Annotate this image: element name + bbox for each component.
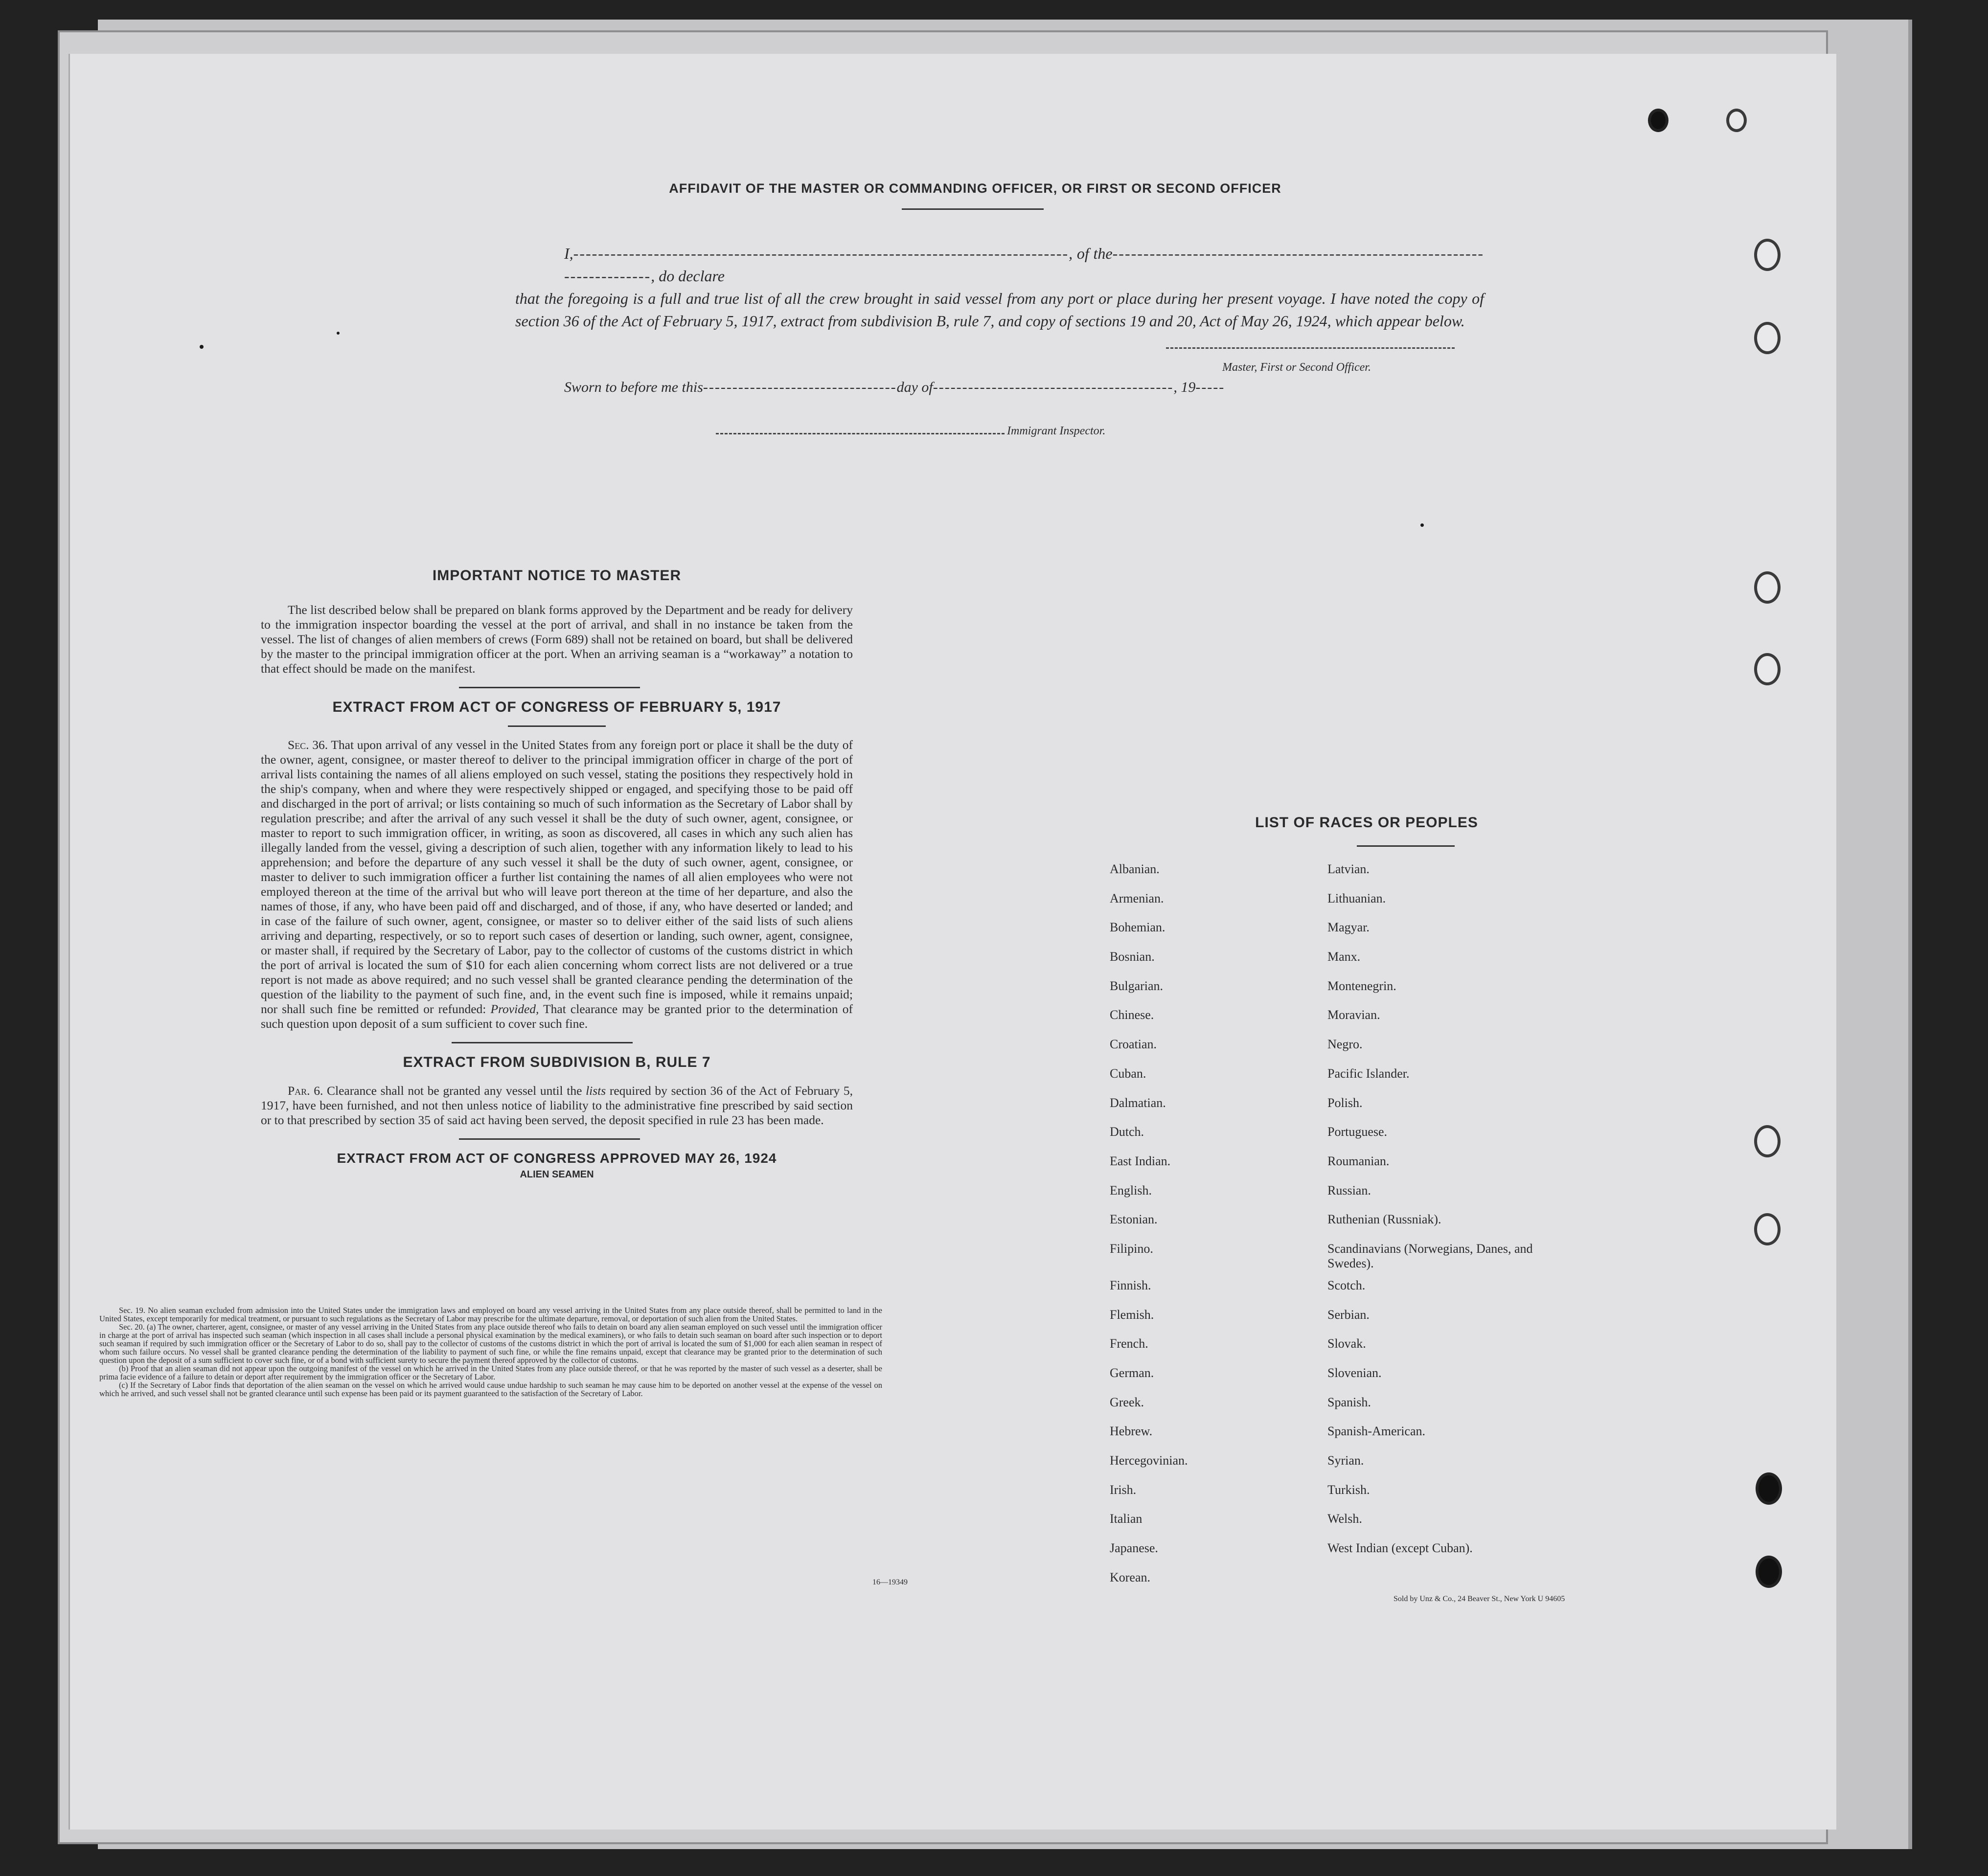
name-blank: -------------------------------------------------------------------------------- (573, 245, 1069, 262)
affidavit-declare: , do declare (651, 267, 725, 285)
binder-hole-icon (1754, 1213, 1781, 1245)
day-blank: --------------------------------- (703, 379, 897, 395)
race-item: English. (1110, 1183, 1152, 1198)
race-item: Moravian. (1327, 1008, 1380, 1022)
race-item: Bosnian. (1110, 949, 1155, 964)
affidavit-of-the: , of the (1069, 245, 1113, 262)
act-1917-title: EXTRACT FROM ACT OF CONGRESS OF FEBRUARY 5, 1917 (332, 699, 781, 715)
regulations-column (261, 567, 853, 1185)
binder-hole-icon (1756, 1556, 1782, 1588)
master-signature-line (1166, 347, 1455, 349)
divider (508, 725, 606, 727)
race-item: Chinese. (1110, 1008, 1154, 1022)
race-item: Lithuanian. (1327, 891, 1386, 905)
sec-19-label: Sec. 19. (119, 1306, 145, 1315)
ink-speck (200, 345, 204, 349)
inspector-signature-label: Immigrant Inspector. (1007, 425, 1106, 437)
race-item: Latvian. (1327, 862, 1370, 876)
race-item: Hebrew. (1110, 1424, 1153, 1439)
race-item: Albanian. (1110, 862, 1160, 876)
race-item: Serbian. (1327, 1307, 1370, 1322)
act-1917-sec-36 (261, 738, 853, 1031)
printer-imprint: Sold by Unz & Co., 24 Beaver St., New York U 94605 (1394, 1595, 1565, 1603)
rule-7-title: EXTRACT FROM SUBDIVISION B, RULE 7 (403, 1054, 711, 1070)
race-item: Slovenian. (1327, 1366, 1382, 1380)
divider (452, 1042, 633, 1043)
race-item: Manx. (1327, 949, 1361, 964)
binder-hole-icon (1726, 109, 1747, 132)
binder-hole-icon (1754, 571, 1781, 604)
race-item: Spanish. (1327, 1395, 1371, 1409)
race-item: Pacific Islander. (1327, 1066, 1410, 1081)
race-item: Magyar. (1327, 920, 1370, 935)
sec-19-text: No alien seaman excluded from admission into the United States under the immigration laws and employed on board any vessel arriving in the United States from any place outside thereof, shall be permitted to land in the United States, except temporarily for medical treatment, or pursuant to such regulations as the Secretary of Labor may prescribe for the ultimate departure, removal, or deportation of such alien from the United States. (99, 1306, 882, 1323)
race-item: East Indian. (1110, 1153, 1171, 1168)
form-number: 16—19349 (872, 1578, 908, 1586)
race-item: French. (1110, 1336, 1148, 1351)
binder-hole-icon (1756, 1472, 1782, 1505)
race-item: Turkish. (1327, 1482, 1370, 1497)
race-item: Greek. (1110, 1395, 1144, 1409)
sec-20c: (c) If the Secretary of Labor finds that deportation of the alien seaman on the vessel on which he arrived would cause undue hardship to such seaman he may cause him to be deported on another vessel at the expense of the vessel on which he arrived, and such vessel shall not be granted clearance until such expense has been paid or its payment guaranteed to the satisfaction of the Secretary of Labor. (99, 1380, 882, 1398)
alien-seamen-subtitle: ALIEN SEAMEN (520, 1169, 594, 1180)
race-item: Italian (1110, 1512, 1143, 1526)
race-item: Croatian. (1110, 1037, 1157, 1052)
year-prefix: , 19 (1173, 379, 1196, 395)
divider (459, 1138, 640, 1140)
paragraph-text-a: Clearance shall not be granted any vessel until the (327, 1084, 582, 1098)
sec-20-label: Sec. 20. (119, 1322, 145, 1332)
vessel-blank: -------------------------------------------------------------------------- (564, 245, 1484, 285)
notice-title: IMPORTANT NOTICE TO MASTER (432, 567, 682, 584)
sworn-text: Sworn to before me this (564, 379, 703, 395)
race-item: Welsh. (1327, 1512, 1362, 1526)
year-blank: ----- (1195, 379, 1225, 395)
sec-19 (99, 1306, 882, 1323)
race-item: Scandinavians (Norwegians, Danes, and Swedes). (1327, 1241, 1533, 1270)
race-item: West Indian (except Cuban). (1327, 1541, 1473, 1556)
binder-hole-icon (1754, 1125, 1781, 1157)
binder-hole-icon (1754, 653, 1781, 685)
manifest-back-page (69, 54, 1836, 1830)
race-item: Armenian. (1110, 891, 1164, 905)
race-item: Spanish-American. (1327, 1424, 1426, 1439)
race-item: Finnish. (1110, 1278, 1151, 1292)
rule-7-par-6 (261, 1084, 853, 1128)
race-item: Bulgarian. (1110, 978, 1164, 993)
race-item: Dalmatian. (1110, 1095, 1166, 1110)
affidavit-line-1 (515, 242, 1484, 287)
paragraph-label: Par. 6. (288, 1084, 323, 1098)
binder-hole-icon (1754, 239, 1781, 271)
race-item: Flemish. (1110, 1307, 1154, 1322)
races-title: LIST OF RACES OR PEOPLES (1255, 814, 1478, 831)
notice-text: The list described below shall be prepared on blank forms approved by the Department and be ready for delivery to the immigration inspector boarding the vessel at the port of arrival, and shall in no instance be taken from the vessel. The list of changes of alien members of crews (Form 689) shall not be retained on board, but shall be delivered by the master to the principal immigration officer at the port. When an arriving seaman is a “workaway” a notation to that effect should be made on the manifest. (261, 603, 853, 676)
divider (902, 208, 1044, 210)
races-list-left (1110, 862, 1188, 1600)
divider (459, 687, 640, 688)
sworn-statement (564, 379, 1249, 396)
section-label: Sec. 36. (288, 738, 328, 752)
paragraph-text-b: required by section 36 of the Act of February 5, 1917, have been furnished, and not then unless notice of liability to the administrative fine prescribed by said section or to that prescribed by section 35 of said act having been served, the deposit specified in rule 23 has been made. (261, 1084, 853, 1127)
affidavit-body: that the foregoing is a full and true list of all the crew brought in said vessel from any port or place during her present voyage. I have noted the copy of section 36 of the Act of February 5, 1917, extract from subdivision B, rule 7, and copy of sections 19 and 20, Act of May 26, 1924, which appear below. (515, 290, 1484, 330)
lists-word: lists (586, 1084, 606, 1098)
race-item: Ruthenian (Russniak). (1327, 1212, 1441, 1227)
race-item: Scotch. (1327, 1278, 1366, 1292)
act-1924-title: EXTRACT FROM ACT OF CONGRESS APPROVED MAY 26, 1924 (337, 1151, 777, 1166)
affidavit-declaration (515, 242, 1484, 332)
race-item: Japanese. (1110, 1541, 1158, 1556)
race-item: Cuban. (1110, 1066, 1146, 1081)
affidavit-title: AFFIDAVIT OF THE MASTER OR COMMANDING OFFICER, OR FIRST OR SECOND OFFICER (669, 181, 1281, 196)
affidavit-i: I, (564, 245, 573, 262)
race-item: Bohemian. (1110, 920, 1165, 935)
act-1924-text (99, 1306, 882, 1398)
day-of-text: day of (896, 379, 933, 395)
ink-speck (337, 332, 340, 335)
sec-20a-text: (a) The owner, charterer, agent, consignee, or master of any vessel arriving in the United States from any place outside thereof who fails to detain on board any alien seaman employed on such vessel until the immigration officer in charge at the port of arrival has inspected such seaman (which inspection in all cases shall include a personal physical examination by the medical examiners), or who fails to detain such seaman on board after such inspection or to deport such seaman if required by such immigration officer or the Secretary of Labor to do so, shall pay to the collector of customs of the customs district in which the port of arrival is located the sum of $1,000 for each alien seaman in respect of whom such failure occurs. No vessel shall be granted clearance pending the determination of the liability to payment of such fine, or while the fine remains unpaid, except that clearance may be granted prior to the determination of such question upon the deposit of a sum sufficient to cover such fine, or of a bond with sufficient surety to secure the payment thereof approved by the collector of customs. (99, 1322, 883, 1365)
races-list-right (1327, 862, 1543, 1570)
ink-speck (1420, 523, 1424, 527)
race-item: Roumanian. (1327, 1153, 1390, 1168)
race-item: Irish. (1110, 1482, 1137, 1497)
master-signature-label: Master, First or Second Officer. (1222, 361, 1371, 374)
race-item: Syrian. (1327, 1453, 1364, 1468)
race-item: Hercegovinian. (1110, 1453, 1188, 1468)
binder-hole-icon (1648, 109, 1668, 132)
inspector-signature-line (716, 433, 1005, 434)
race-item: Estonian. (1110, 1212, 1158, 1227)
race-item: Dutch. (1110, 1125, 1144, 1139)
section-text: That upon arrival of any vessel in the United States from any foreign port or place it shall be the duty of the owner, agent, consignee, or master thereof to deliver to the principal immigration officer in charge of the port of arrival lists containing the names of all aliens employed on such vessel, stating the positions they respectively hold in the ship's company, when and where they were respectively shipped or engaged, and specifying those to be paid off and discharged in the port of arrival; or lists containing so much of such information as the Secretary of Labor shall by regulation prescribe; and after the arrival of any such vessel it shall be the duty of such owner, agent, consignee, or master to report to such immigration officer, in writing, as soon as discovered, all cases in which any such alien has illegally landed from the vessel, giving a description of such alien, together with any information likely to lead to his apprehension; and before the departure of any such vessel it shall be the duty of such owner, agent, consignee, or master to deliver to such immigration officer a further list containing the names of all alien employees who were not employed thereon at the time of the arrival but who will leave port thereon at the time of her departure, and also the names of those, if any, who have been paid off and discharged, and of those, if any, who have deserted or landed; and in case of the failure of such owner, agent, consignee, or master so to deliver either of the said lists of such aliens arriving and departing, respectively, or so to report such cases of desertion or landing, such owner, agent, consignee, or master shall, if required by the Secretary of Labor, pay to the collector of customs of the customs district in which the port of arrival is located the sum of $10 for each alien concerning whom correct lists are not delivered or a true report is not made as above required; and no such vessel shall be granted clearance pending the determination of the question of the liability to the payment of such fine, and, in the event such fine is imposed, while it remains unpaid; nor shall such fine be remitted or refunded: (261, 738, 853, 1016)
provided-label: Provided, (490, 1002, 539, 1016)
sec-20a (99, 1323, 882, 1364)
race-item: Russian. (1327, 1183, 1371, 1198)
provided-text: That clearance may be granted prior to the determination of such question upon deposit of a sum sufficient to cover such fine. (261, 1002, 853, 1031)
act-1924-block (99, 1306, 882, 1398)
race-item: Polish. (1327, 1095, 1363, 1110)
race-item: Portuguese. (1327, 1125, 1388, 1139)
race-item: Negro. (1327, 1037, 1363, 1052)
sec-20b: (b) Proof that an alien seaman did not appear upon the outgoing manifest of the vessel on which he arrived in the United States from any place outside thereof, or that he was reported by the master of such vessel as a deserter, shall be prima facie evidence of a failure to detain or deport after requirement by the immigration officer or the Secretary of Labor. (99, 1364, 882, 1381)
race-item: Montenegrin. (1327, 978, 1396, 993)
race-item: Filipino. (1110, 1241, 1153, 1256)
divider (1357, 845, 1455, 847)
binder-hole-icon (1754, 322, 1781, 354)
race-item: Slovak. (1327, 1336, 1366, 1351)
race-item: German. (1110, 1366, 1154, 1380)
race-item: Korean. (1110, 1570, 1151, 1584)
month-blank: ----------------------------------------- (933, 379, 1174, 395)
